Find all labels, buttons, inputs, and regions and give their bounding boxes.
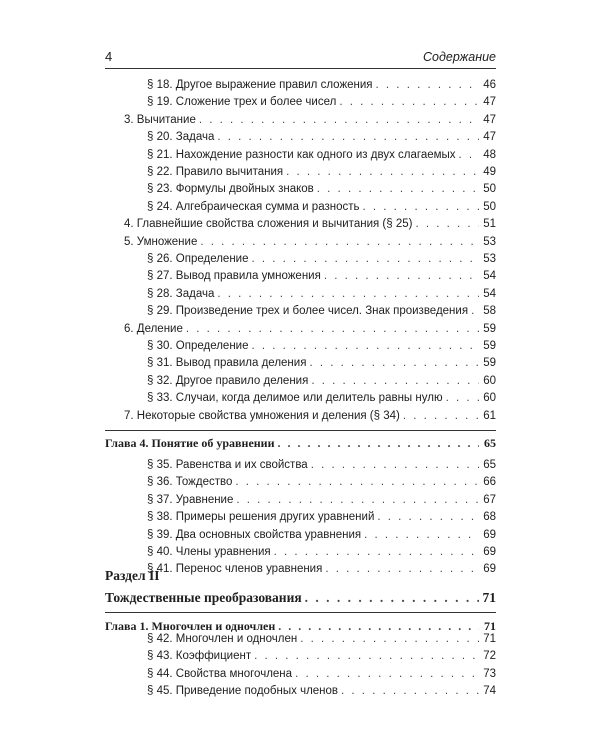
toc-entry-title: § 41. Перенос членов уравнения — [147, 563, 323, 576]
toc-entry-title: § 36. Тождество — [147, 476, 233, 489]
toc-entry-page: 67 — [483, 493, 496, 506]
toc-entry-title: § 43. Коэффициент — [147, 650, 252, 663]
toc-entry-title: § 29. Произведение трех и более чисел. Знак произведения — [147, 305, 469, 318]
toc-entry-title: § 18. Другое выражение правил сложения — [147, 79, 373, 91]
toc-entry — [147, 287, 496, 301]
toc-entry — [147, 562, 496, 576]
toc-entry — [147, 200, 496, 214]
dot-leader — [186, 322, 479, 336]
toc-entry-title: § 28. Задача — [147, 287, 215, 300]
toc-entry-page: 59 — [483, 322, 496, 335]
toc-entry-page: 59 — [483, 357, 496, 370]
toc-entry — [147, 78, 496, 92]
toc-entry-title: § 32. Другое правило деления — [147, 374, 309, 387]
dot-leader — [317, 182, 479, 196]
toc-entry — [147, 182, 496, 196]
toc-entry — [147, 130, 496, 144]
toc-entry-title: § 21. Нахождение разности как одного из двух слагаемых — [147, 148, 456, 161]
toc-entry — [147, 374, 496, 388]
toc-entry-title: § 24. Алгебраическая сумма и разность — [147, 200, 360, 213]
dot-leader — [251, 339, 479, 353]
toc-entry-page: 69 — [483, 546, 496, 558]
toc-entry-page: 60 — [483, 374, 496, 387]
dot-leader — [363, 200, 480, 214]
page-number: 4 — [105, 49, 113, 64]
dot-leader — [339, 95, 479, 109]
dot-leader — [471, 304, 479, 318]
page-header — [105, 49, 496, 64]
dot-leader — [325, 562, 479, 576]
dot-leader — [341, 684, 479, 698]
toc-entry — [105, 436, 496, 450]
dot-leader — [200, 235, 479, 249]
dot-leader — [286, 165, 479, 179]
dot-leader — [278, 436, 479, 450]
toc-entry-title: 3. Вычитание — [124, 113, 196, 126]
dot-leader — [324, 269, 479, 283]
dot-leader — [300, 632, 479, 646]
dot-leader — [254, 649, 479, 663]
toc-entry-title: Тождественные преобразования — [105, 590, 302, 605]
toc-entry-page: 71 — [484, 619, 496, 633]
dot-leader — [278, 619, 479, 633]
dot-leader — [459, 148, 479, 162]
toc-entry-page: 65 — [484, 436, 496, 450]
toc-entry — [147, 148, 496, 162]
dot-leader — [235, 475, 479, 489]
toc-entry-page: 68 — [483, 511, 496, 524]
toc-entry — [124, 235, 496, 249]
toc-entry-page: 53 — [483, 253, 496, 265]
toc-entry-title: § 42. Многочлен и одночлен — [147, 633, 298, 645]
toc-entry — [147, 165, 496, 179]
toc-entry — [147, 252, 496, 266]
toc-entry-page: 71 — [482, 590, 496, 605]
part-rule — [105, 612, 496, 613]
toc-entry-page: 65 — [483, 459, 496, 471]
toc-entry — [147, 458, 496, 472]
header-rule — [105, 68, 496, 69]
dot-leader — [403, 409, 479, 423]
toc-entry-page: 47 — [483, 96, 496, 109]
dot-leader — [274, 545, 479, 559]
dot-leader — [305, 590, 479, 606]
toc-entry-page: 46 — [483, 79, 496, 91]
toc-entry-page: 69 — [483, 563, 496, 576]
toc-entry-title: § 22. Правило вычитания — [147, 166, 284, 178]
toc-entry-title: Глава 4. Понятие об уравнении — [105, 436, 275, 450]
toc-entry — [147, 545, 496, 559]
dot-leader — [217, 130, 479, 144]
dot-leader — [377, 510, 479, 524]
toc-entry — [147, 667, 496, 681]
toc-entry-page: 73 — [483, 667, 496, 680]
toc-entry-title: 7. Некоторые свойства умножения и деления (§ 34) — [124, 409, 400, 422]
toc-entry — [147, 391, 496, 405]
toc-entry-page: 49 — [483, 166, 496, 178]
toc-entry-title: § 27. Вывод правила умножения — [147, 270, 321, 283]
toc-entry — [147, 528, 496, 542]
toc-entry — [147, 510, 496, 524]
toc-entry-page: 47 — [483, 131, 496, 144]
dot-leader — [311, 374, 479, 388]
toc-entry-title: § 31. Вывод правила деления — [147, 357, 307, 370]
dot-leader — [311, 458, 479, 472]
toc-entry-page: 50 — [483, 200, 496, 213]
toc-entry-page: 51 — [483, 218, 496, 231]
toc-entry-page: 74 — [483, 685, 496, 698]
running-head: Содержание — [423, 50, 496, 64]
toc-entry-title: § 37. Уравнение — [147, 493, 234, 506]
toc-entry-page: 72 — [483, 650, 496, 663]
dot-leader — [364, 528, 479, 542]
toc-entry — [147, 684, 496, 698]
toc-entry — [124, 322, 496, 336]
toc-entry-page: 66 — [483, 476, 496, 489]
toc-entry-title: § 44. Свойства многочлена — [147, 667, 293, 680]
toc-entry-title: § 35. Равенства и их свойства — [147, 459, 308, 471]
toc-entry-title: § 45. Приведение подобных членов — [147, 685, 339, 698]
dot-leader — [217, 287, 479, 301]
toc-entry-title: § 26. Определение — [147, 253, 249, 265]
toc-entry-page: 48 — [483, 148, 496, 161]
toc-entry-title: 5. Умножение — [124, 235, 198, 248]
toc-entry-title: Глава 1. Многочлен и одночлен — [105, 619, 276, 633]
toc-entry-title: 4. Главнейшие свойства сложения и вычитания (§ 25) — [124, 218, 413, 231]
dot-leader — [295, 667, 479, 681]
toc-entry — [147, 649, 496, 663]
toc-entry-page: 58 — [483, 305, 496, 318]
dot-leader — [415, 217, 479, 231]
dot-leader — [236, 493, 479, 507]
toc-entry — [147, 339, 496, 353]
toc-entry-title: § 39. Два основных свойства уравнения — [147, 528, 362, 541]
toc-entry-page: 61 — [483, 409, 496, 422]
dot-leader — [446, 391, 479, 405]
toc-entry-page: 71 — [483, 633, 496, 645]
toc-entry-page: 69 — [483, 528, 496, 541]
toc-entry-page: 54 — [483, 270, 496, 283]
toc-entry-page: 50 — [483, 183, 496, 196]
toc-entry-title: § 23. Формулы двойных знаков — [147, 183, 314, 196]
toc-entry-title: § 20. Задача — [147, 131, 215, 144]
part-title: Раздел II — [105, 568, 160, 583]
toc-entry — [147, 356, 496, 370]
toc-entry — [147, 304, 496, 318]
dot-leader — [251, 252, 479, 266]
toc-entry — [147, 493, 496, 507]
toc-entry-page: 60 — [483, 392, 496, 405]
toc-entry — [105, 590, 496, 606]
toc-entry — [105, 619, 496, 633]
toc-entry — [147, 269, 496, 283]
toc-entry — [147, 632, 496, 646]
toc-entry-title: § 30. Определение — [147, 340, 249, 352]
toc-entry — [124, 113, 496, 127]
toc-entry-page: 59 — [483, 340, 496, 352]
toc-entry — [147, 475, 496, 489]
toc-entry-title: 6. Деление — [124, 322, 183, 335]
toc-entry — [124, 409, 496, 423]
chapter-rule — [105, 430, 496, 431]
dot-leader — [309, 356, 479, 370]
toc-entry-title: § 19. Сложение трех и более чисел — [147, 96, 337, 109]
toc-entry-page: 53 — [483, 235, 496, 248]
toc-entry — [124, 217, 496, 231]
toc-entry — [147, 95, 496, 109]
dot-leader — [376, 78, 479, 92]
dot-leader — [199, 113, 479, 127]
toc-entry-page: 47 — [483, 113, 496, 126]
toc-entry-page: 54 — [483, 287, 496, 300]
toc-entry-title: § 40. Члены уравнения — [147, 546, 271, 558]
toc-entry-title: § 38. Примеры решения других уравнений — [147, 511, 375, 524]
toc-entry-title: § 33. Случаи, когда делимое или делитель равны нулю — [147, 392, 443, 405]
